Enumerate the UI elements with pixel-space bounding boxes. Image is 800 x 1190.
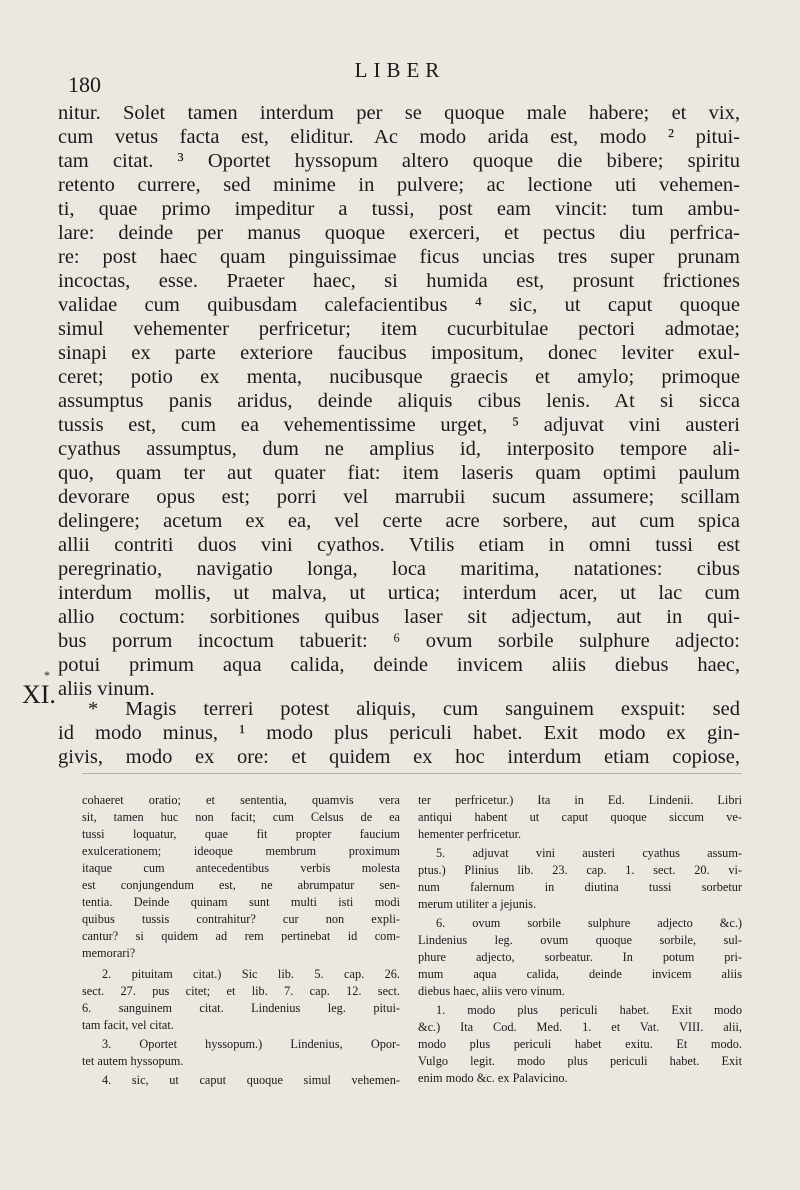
footnote-line: merum utiliter a jejunis. — [418, 897, 537, 911]
main-text-line: allii contriti duos vini cyathos. Vtilis etiam in omni tussi est — [58, 534, 740, 556]
main-text-line: retento currere, sed minime in pulvere; ac lectione uti vehemen- — [58, 174, 740, 196]
main-text-line: ti, quae primo impeditur a tussi, post eam vincit: tum ambu- — [58, 198, 740, 220]
footnote-line: 4. sic, ut caput quoque simul vehemen- — [102, 1073, 400, 1087]
footnote-line: 6. sanguinem citat. Lindenius leg. pitui- — [82, 1001, 400, 1015]
footnote-line: tam facit, vel citat. — [82, 1018, 174, 1032]
footnote-line: Lindenius leg. ovum quoque sorbile, sul- — [418, 933, 742, 947]
footnote-line: num falernum in diutina tussi sorbetur — [418, 880, 742, 894]
footnote-line: 2. pituitam citat.) Sic lib. 5. cap. 26. — [102, 967, 400, 981]
main-text-line: potui primum aqua calida, deinde invicem aliis diebus haec, — [58, 654, 740, 676]
main-text-line: sinapi ex parte exteriore faucibus impositum, donec leviter exul- — [58, 342, 740, 364]
main-text-line: validae cum quibusdam calefacientibus ⁴ sic, ut caput quoque — [58, 294, 740, 316]
main-text-line: nitur. Solet tamen interdum per se quoque male habere; et vix, — [58, 102, 740, 124]
main-text-line: tam citat. ³ Oportet hyssopum altero quoque die bibere; spiritu — [58, 150, 740, 172]
main-text-line: aliis vinum. — [58, 678, 155, 700]
footnote-line: mum aqua calida, deinde invicem aliis — [418, 967, 742, 981]
main-text-line: * Magis terreri potest aliquis, cum sanguinem exspuit: sed — [88, 698, 740, 720]
main-text-line: devorare opus est; porri vel marrubii sucum assumere; scillam — [58, 486, 740, 508]
footnote-line: ter perfricetur.) Ita in Ed. Lindenii. Libri — [418, 793, 742, 807]
footnote-line: 6. ovum sorbile sulphure adjecto &c.) — [436, 916, 742, 930]
main-text-line: givis, modo ex ore: et quidem ex hoc interdum etiam copiose, — [58, 746, 740, 768]
main-text-line: peregrinatio, navigatio longa, loca maritima, natationes: cibus — [58, 558, 740, 580]
footnote-line: 5. adjuvat vini austeri cyathus assum- — [436, 846, 742, 860]
footnote-line: Vulgo legit. modo plus periculi habet. Exit — [418, 1054, 742, 1068]
main-text-line: tussis est, cum ea vehementissime urget, ⁵ adjuvat vini austeri — [58, 414, 740, 436]
footnote-divider — [82, 773, 742, 774]
footnote-line: modo plus periculi habet exitu. Et modo. — [418, 1037, 742, 1051]
main-text-line: cum vetus facta est, eliditur. Ac modo arida est, modo ² pitui- — [58, 126, 740, 148]
footnote-line: tussi loquatur, quae fit propter faucium — [82, 827, 400, 841]
footnote-line: quibus tussis contrahitur? cur non expli- — [82, 912, 400, 926]
footnote-line: est conjungendum est, ne abrumpatur sen- — [82, 878, 400, 892]
section-number: XI. — [22, 680, 56, 709]
footnote-line: 3. Oportet hyssopum.) Lindenius, Opor- — [102, 1037, 400, 1051]
footnote-line: enim modo &c. ex Palavicino. — [418, 1071, 568, 1085]
footnote-line: ptus.) Plinius lib. 23. cap. 1. sect. 20. vi- — [418, 863, 742, 877]
footnote-line: cantur? si quidem ad rem pertinebat id com- — [82, 929, 400, 943]
main-text-line: quo, quam ter aut quater fiat: item laseris quam optimi paulum — [58, 462, 740, 484]
footnote-line: sit, tamen huc non facit; cum Celsus de ea — [82, 810, 400, 824]
main-text-line: lare: deinde per manus quoque exerceri, et pectus diu perfrica- — [58, 222, 740, 244]
main-text-line: bus porrum incoctum tabuerit: ⁶ ovum sorbile sulphure adjecto: — [58, 630, 740, 652]
footnote-line: sect. 27. pus citet; et lib. 7. cap. 12. sect. — [82, 984, 400, 998]
main-text-line: delingere; acetum ex ea, vel certe acre sorbere, aut cum spica — [58, 510, 740, 532]
footnote-line: diebus haec, aliis vero vinum. — [418, 984, 565, 998]
footnote-line: cohaeret oratio; et sententia, quamvis vera — [82, 793, 400, 807]
main-text-line: allio coctum: sorbitiones quibus laser sit adjectum, aut in qui- — [58, 606, 740, 628]
footnote-line: &c.) Ita Cod. Med. 1. et Vat. VIII. alii, — [418, 1020, 742, 1034]
section-star: * — [44, 668, 50, 682]
main-text-line: interdum mollis, ut malva, ut urtica; interdum acer, ut lac cum — [58, 582, 740, 604]
page-number: 180 — [68, 72, 101, 97]
main-text-line: incoctas, esse. Praeter haec, si humida est, prosunt frictiones — [58, 270, 740, 292]
main-text-line: cyathus assumptus, dum ne amplius id, interposito tempore ali- — [58, 438, 740, 460]
footnote-line: 1. modo plus periculi habet. Exit modo — [436, 1003, 742, 1017]
footnote-line: exulcerationem; ideoque membrum proximum — [82, 844, 400, 858]
footnote-line: hementer perfricetur. — [418, 827, 522, 841]
footnote-line: tet autem hyssopum. — [82, 1054, 184, 1068]
footnote-line: tentia. Deinde quinam sunt multi isti modi — [82, 895, 400, 909]
main-text-line: simul vehementer perfricetur; item cucurbitulae pectori admotae; — [58, 318, 740, 340]
running-head: LIBER — [354, 58, 446, 82]
footnote-line: phure adjecto, sorbeatur. In potum pri- — [418, 950, 742, 964]
main-text-line: assumptus panis aridus, deinde aliquis cibus lenis. At si sicca — [58, 390, 740, 412]
main-text-line: re: post haec quam pinguissimae ficus uncias tres super prunam — [58, 246, 740, 268]
footnote-line: antiqui habent ut caput quoque siccum ve- — [418, 810, 742, 824]
footnote-line: itaque cum antecedentibus verbis molesta — [82, 861, 400, 875]
main-text-line: id modo minus, ¹ modo plus periculi habet. Exit modo ex gin- — [58, 722, 740, 744]
footnote-line: memorari? — [82, 946, 136, 960]
main-text-line: ceret; potio ex menta, nucibusque graecis et amylo; primoque — [58, 366, 740, 388]
